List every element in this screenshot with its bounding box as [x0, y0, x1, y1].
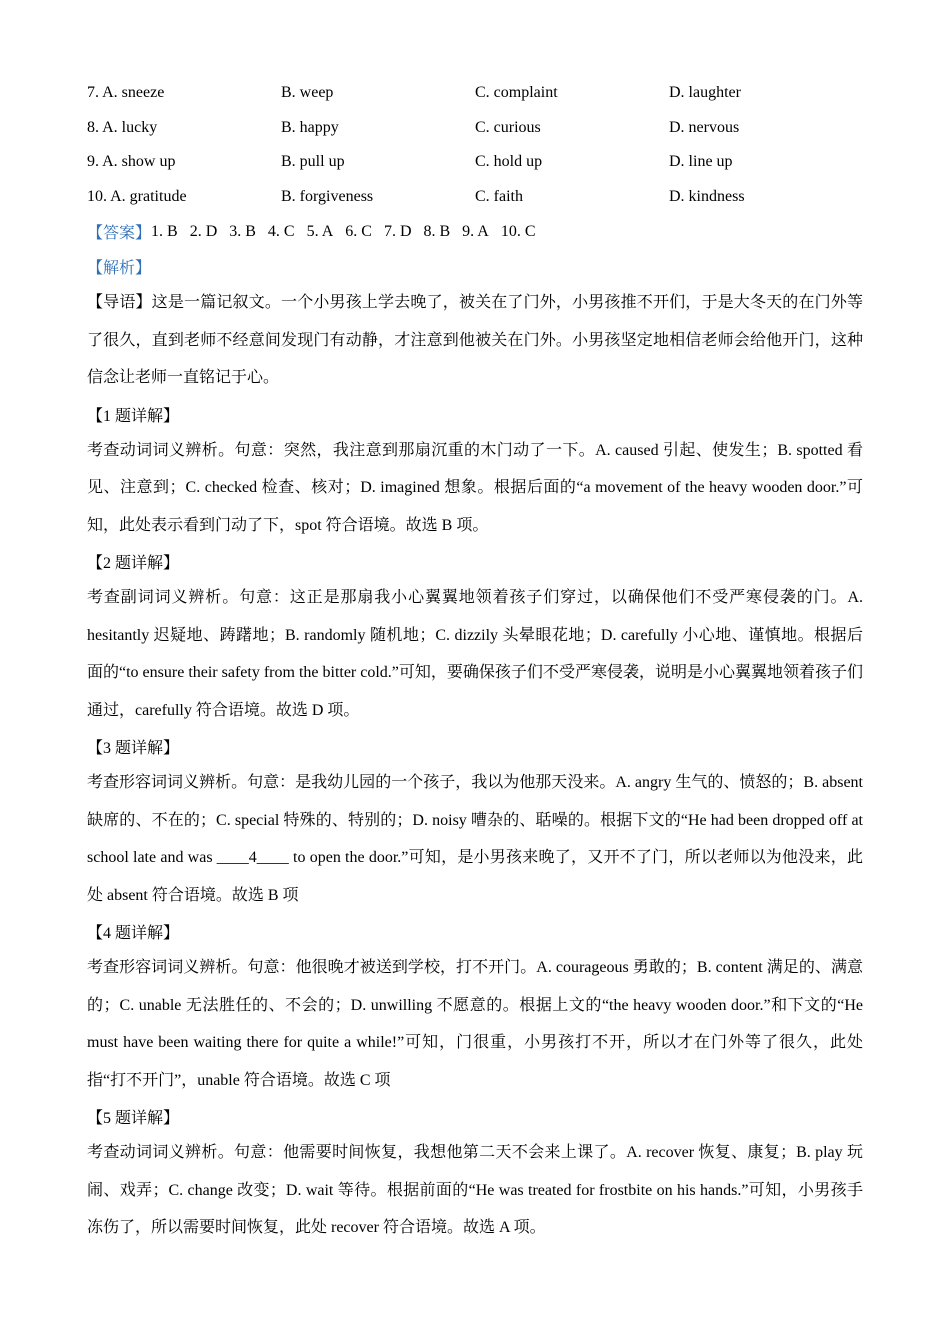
option-a: 10. A. gratitude — [87, 187, 187, 205]
option-a: 8. A. lucky — [87, 118, 158, 136]
option-row-8 — [87, 111, 863, 146]
detail-paragraph-3: 考查形容词词义辨析。句意：是我幼儿园的一个孩子，我以为他那天没来。A. angry 生气的、愤怒的；B. absent 缺席的、不在的；C. special 特殊的、特别的；D. noisy 嘈杂的、聒噪的。根据下文的“He had been dropped off at school late and was ____4____ to open the door.”可知，是小男孩来晚了，又开不了门，所以老师以为他没来，此处 absent 符合语境。故选 B 项 — [87, 774, 863, 904]
option-d: D. nervous — [669, 118, 740, 136]
detail-heading-2: 【2 题详解】 — [87, 555, 180, 572]
option-c: C. faith — [475, 187, 523, 205]
option-c: C. complaint — [475, 84, 558, 102]
options-table — [87, 76, 863, 214]
detail-paragraph-4: 考查形容词词义辨析。句意：他很晚才被送到学校，打不开门。A. courageous 勇敢的；B. content 满足的、满意的；C. unable 无法胜任的、不会的；D. unwilling 不愿意的。根据上文的“the heavy wooden door.”和下文的“He must have been waiting there for quite a while!”可知，门很重，小男孩打不开，所以才在门外等了很久，此处指“打不开门”，unable 符合语境。故选 C 项 — [87, 959, 863, 1089]
option-c: C. curious — [475, 118, 541, 136]
analysis-tag: 【解析】 — [87, 260, 152, 277]
analysis-line — [87, 249, 863, 284]
option-a: 9. A. show up — [87, 153, 176, 171]
detail-heading-3: 【3 题详解】 — [87, 740, 180, 757]
option-b: B. pull up — [281, 153, 345, 171]
answer-item: 3. B — [229, 222, 256, 240]
answer-item: 10. C — [500, 222, 536, 240]
detail-heading-5: 【5 题详解】 — [87, 1110, 180, 1127]
option-b: B. forgiveness — [281, 187, 374, 205]
answer-item: 6. C — [345, 222, 372, 240]
detail-paragraph-1: 考查动词词义辨析。句意：突然，我注意到那扇沉重的木门动了一下。A. caused 引起、使发生；B. spotted 看见、注意到；C. checked 检查、核对；D. imagined 想象。根据后面的“a movement of the heavy wooden door.”可知，此处表示看到门动了下，spot 符合语境。故选 B 项。 — [87, 441, 863, 534]
answer-item: 7. D — [383, 222, 412, 240]
option-d: D. laughter — [669, 84, 741, 102]
answer-item: 2. D — [189, 222, 218, 240]
answer-item: 9. A — [462, 222, 489, 240]
option-row-9 — [87, 145, 863, 180]
answer-item: 5. A — [306, 222, 334, 240]
detail-paragraph-5: 考查动词词义辨析。句意：他需要时间恢复，我想他第二天不会来上课了。A. recover 恢复、康复；B. play 玩闹、戏弄；C. change 改变；D. wait 等待。根据前面的“He was treated for frostbite on his hands.”可知，小男孩手冻伤了，所以需要时间恢复，此处 recover 符合语境。故选 A 项。 — [87, 1144, 863, 1236]
option-c: C. hold up — [475, 153, 543, 171]
document-page — [87, 76, 863, 1247]
intro-paragraph: 【导语】这是一篇记叙文。一个小男孩上学去晚了，被关在了门外，小男孩推不开们，于是大冬天的在门外等了很久，直到老师不经意间发现门有动静，才注意到他被关在门外。小男孩坚定地相信老师会给他开门，这种信念让老师一直铭记于心。 — [87, 294, 863, 386]
option-b: B. happy — [281, 118, 339, 136]
detail-paragraph-2: 考查副词词义辨析。句意：这正是那扇我小心翼翼地领着孩子们穿过，以确保他们不受严寒侵袭的门。A. hesitantly 迟疑地、踌躇地；B. randomly 随机地；C. dizzily 头晕眼花地；D. carefully 小心地、谨慎地。根据后面的“to ensure their safety from the bitter cold.”可知，要确保孩子们不受严寒侵袭，说明是小心翼翼地领着孩子们通过，carefully 符合语境。故选 D 项。 — [87, 589, 863, 719]
option-d: D. kindness — [669, 187, 745, 205]
option-d: D. line up — [669, 153, 733, 171]
answer-line — [87, 214, 863, 249]
answer-item: 4. C — [267, 222, 295, 240]
option-row-10 — [87, 180, 863, 215]
answer-item: 1. B — [151, 222, 178, 240]
option-row-7 — [87, 76, 863, 111]
detail-heading-1: 【1 题详解】 — [87, 407, 180, 425]
answer-tag: 【答案】 — [87, 225, 152, 242]
detail-heading-4: 【4 题详解】 — [87, 925, 180, 942]
option-b: B. weep — [281, 84, 334, 102]
answer-item: 8. B — [423, 222, 451, 240]
option-a: 7. A. sneeze — [87, 84, 165, 102]
